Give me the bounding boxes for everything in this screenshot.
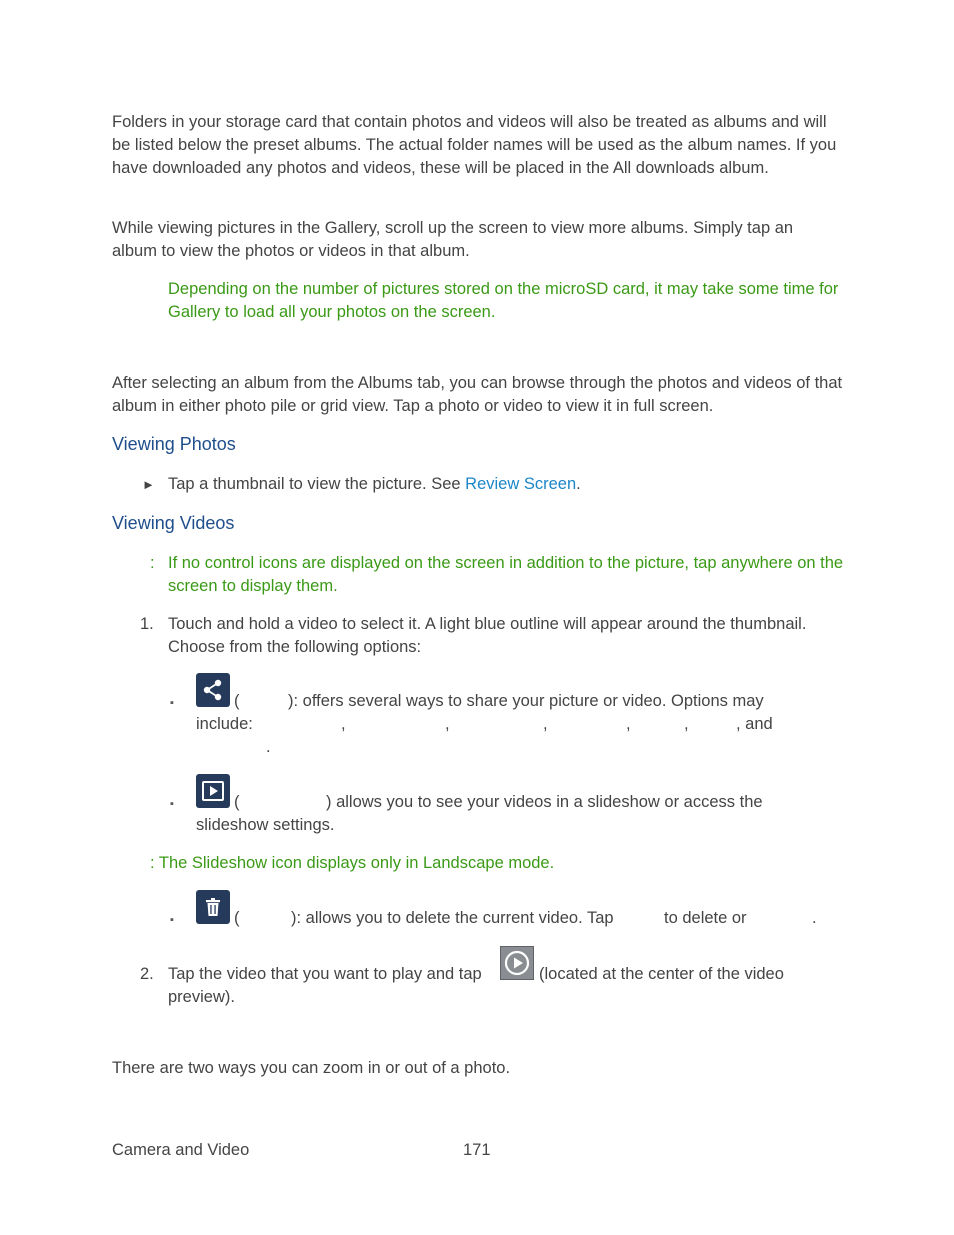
slideshow-bullet: ▪ [170,798,174,810]
delete-period: . [812,909,817,927]
tip-colon: : [150,554,155,572]
heading-viewing-photos: Viewing Photos [112,434,236,454]
share-comma-1: , [341,715,346,733]
share-comma-5: , [684,715,689,733]
step-1-number: 1. [140,615,154,633]
slideshow-open-paren: ( [234,793,240,811]
step-view-picture-text: Tap a thumbnail to view the picture. See [168,475,466,493]
share-open-paren: ( [234,692,240,710]
step-2-number: 2. [140,965,154,983]
step-2-text-line2: preview). [168,988,235,1006]
step-view-picture [168,473,581,496]
tip-control-icons: If no control icons are displayed on the screen in addition to the picture, tap anywhere on the screen to display them. [168,554,844,595]
step-1-text: Touch and hold a video to select it. A light blue outline will appear around the thumbnail. Choose from the following options: [168,615,807,656]
share-icon [196,673,230,707]
slideshow-description: ) allows you to see your videos in a slideshow or access the [326,793,763,811]
share-and: , and [736,715,773,733]
slideshow-icon [196,774,230,808]
share-description: ): offers several ways to share your picture or video. Options may [288,692,764,710]
play-icon [500,946,534,980]
heading-viewing-videos: Viewing Videos [112,513,235,533]
step-2-text-cont: (located at the center of the video [539,965,784,983]
footer-section-title: Camera and Video [112,1141,250,1159]
share-bullet: ▪ [170,697,174,709]
share-comma-3: , [543,715,548,733]
delete-description: ): allows you to delete the current video. Tap [291,909,614,927]
delete-open-paren: ( [234,909,240,927]
trash-icon [196,890,230,924]
step-2-text: Tap the video that you want to play and tap [168,965,482,983]
note-microsd-loading: Depending on the number of pictures stored on the microSD card, it may take some time for Gallery to load all your photos on the screen. [168,280,839,321]
share-include-label: include: [196,715,253,733]
slideshow-description-line2: slideshow settings. [196,816,335,834]
share-period: . [266,738,271,756]
share-comma-4: , [626,715,631,733]
step-period: . [576,475,581,493]
arrow-bullet: ► [142,477,155,492]
paragraph-zoom: There are two ways you can zoom in or out of a photo. [112,1059,511,1077]
delete-confirm-text: to delete or [664,909,747,927]
paragraph-scroll-albums: While viewing pictures in the Gallery, scroll up the screen to view more albums. Simply tap an album to view the photos or videos in that album. [112,219,794,260]
share-comma-2: , [445,715,450,733]
delete-bullet: ▪ [170,914,174,926]
paragraph-albums-folders: Folders in your storage card that contain photos and videos will also be treated as albums and will be listed below the preset albums. The actual folder names will be used as the album names. If you have downloaded any photos and videos, these will be placed in the All downloads album. [112,113,837,177]
footer-page-number: 171 [463,1141,491,1159]
review-screen-link[interactable]: Review Screen [465,475,577,493]
paragraph-browse-album: After selecting an album from the Albums tab, you can browse through the photos and videos of that album in either photo pile or grid view. Tap a photo or video to view it in full screen. [112,374,843,415]
slideshow-landscape-note: : The Slideshow icon displays only in Landscape mode. [150,854,555,872]
